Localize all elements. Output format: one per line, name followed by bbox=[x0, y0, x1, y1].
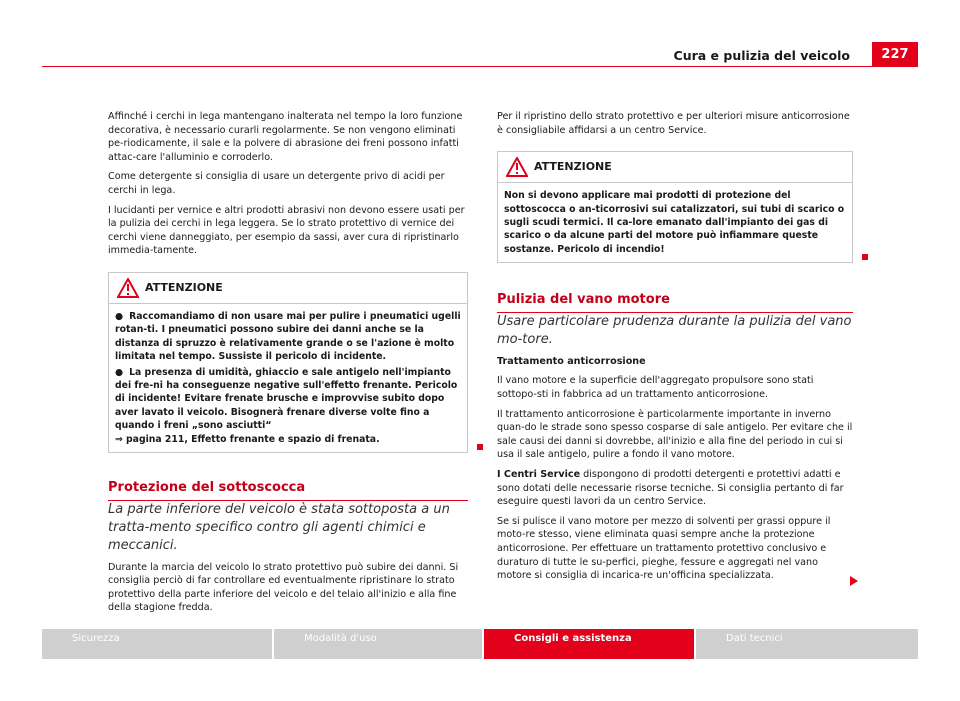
footer-nav bbox=[42, 629, 918, 659]
paragraph: Il trattamento anticorrosione è particolarmente importante in inverno quan-do le strade sono spesso cosparse di sale antigelo. Per evitare che il sale causi dei danni si dovrebbe, all'inizio e alla fine del periodo in cui si usa il sale antigelo, pulire a fondo il vano motore. bbox=[497, 408, 853, 461]
warning-body bbox=[109, 304, 467, 452]
bold-lead: I Centri Service bbox=[497, 468, 581, 480]
header-divider bbox=[42, 66, 918, 67]
paragraph: I lucidanti per vernice e altri prodotti abrasivi non devono essere usati per la pulizia dei cerchi in lega leggera. Se lo strato protettivo di vernice dei cerchi viene danneggiato, per esempio da sassi, aver cura di ripristinarlo immedia-tamente. bbox=[108, 204, 465, 257]
section-end-marker bbox=[477, 444, 483, 450]
chapter-title: Cura e pulizia del veicolo bbox=[673, 48, 850, 63]
tab-consigli-assistenza[interactable]: Consigli e assistenza bbox=[484, 629, 694, 659]
warning-icon bbox=[117, 278, 139, 298]
warning-header bbox=[109, 273, 467, 304]
paragraph: Il vano motore e la superficie dell'aggregato propulsore sono stati sottopo-sti in fabbrica ad un trattamento anticorrosione. bbox=[497, 375, 814, 400]
warning-title: ATTENZIONE bbox=[534, 160, 612, 174]
paragraph: Durante la marcia del veicolo lo strato protettivo può subire dei danni. Si consiglia perciò di far controllare ed eventualmente ripristinare lo strato protettivo della parte inferiore del veicolo e del telaio all'inizio e alla fine della stagione fredda. bbox=[108, 561, 459, 614]
cross-reference-link[interactable]: ⇒ pagina 211, Effetto frenante e spazio di frenata. bbox=[115, 433, 380, 445]
paragraph: I Centri Service dispongono di prodotti detergenti e protettivi adatti e sono dotati delle necessarie risorse tecniche. Si consiglia pertanto di far eseguire questi lavori da un centro Service. bbox=[497, 468, 844, 508]
tab-dati-tecnici[interactable]: Dati tecnici bbox=[696, 629, 918, 659]
tab-sicurezza[interactable]: Sicurezza bbox=[42, 629, 272, 659]
warning-item: ● La presenza di umidità, ghiaccio e sale antigelo nell'impianto dei fre-ni ha conseguenze negative sull'effetto frenante. Pericolo di incidente! Evitare frenate brusche e improvvise subito dopo aver lavato il veicolo. Bisognerà frenare diverse volte fino a quando i freni „sono asciutti“ bbox=[115, 366, 458, 432]
section-intro: Usare particolare prudenza durante la pulizia del vano mo-tore. bbox=[497, 313, 852, 347]
paragraph: Se si pulisce il vano motore per mezzo di solventi per grassi oppure il moto-re stesso, viene eliminata quasi sempre anche la protezione anticorrosione. Per effettuare un trattamento protettivo conclusivo e duraturo di tutte le su-perfici, pieghe, fessure e aggregati nel vano motore si consiglia di incarica-re un'officina specializzata. bbox=[497, 515, 831, 582]
right-column bbox=[497, 110, 853, 589]
warning-icon bbox=[506, 157, 528, 177]
warning-header bbox=[498, 152, 852, 183]
paragraph: Per il ripristino dello strato protettivo e per ulteriori misure anticorrosione è consigliabile affidarsi a un centro Service. bbox=[497, 111, 850, 136]
section-title: Protezione del sottoscocca bbox=[108, 481, 468, 501]
warning-box bbox=[108, 272, 468, 453]
warning-item: ● Raccomandiamo di non usare mai per pulire i pneumatici ugelli rotan-ti. I pneumatici possono subire dei danni anche se la distanza di spruzzo è relativamente grande o se l'azione è molto limitata nel tempo. Sussiste il pericolo di incidente. bbox=[115, 310, 461, 363]
warning-body bbox=[498, 183, 852, 262]
continue-arrow-icon bbox=[850, 576, 858, 586]
paragraph: Come detergente si consiglia di usare un detergente privo di acidi per cerchi in lega. bbox=[108, 171, 445, 196]
page-number: 227 bbox=[872, 42, 918, 67]
subsection-title: Trattamento anticorrosione bbox=[497, 355, 646, 367]
left-column bbox=[108, 110, 468, 621]
tab-modalita-uso[interactable]: Modalità d'uso bbox=[274, 629, 482, 659]
section-end-marker bbox=[862, 254, 868, 260]
paragraph: Affinché i cerchi in lega mantengano inalterata nel tempo la loro funzione decorativa, è necessario curarli regolarmente. Se non vengono eliminati pe-riodicamente, il sale e la polvere di abrasione dei freni possono infatti attac-care l'alluminio e corroderlo. bbox=[108, 111, 463, 163]
warning-box bbox=[497, 151, 853, 263]
section-title: Pulizia del vano motore bbox=[497, 293, 853, 313]
warning-text: Non si devono applicare mai prodotti di protezione del sottoscocca o an-ticorrosivi sui catalizzatori, sui tubi di scarico o sugli scudi termici. Il ca-lore emanato dall'impianto dei gas di scarico o da alcune parti del motore può infiammare queste sostanze. Pericolo di incendio! bbox=[504, 190, 845, 255]
section-intro: La parte inferiore del veicolo è stata sottoposta a un tratta-mento specifico contro gli agenti chimici e meccanici. bbox=[108, 501, 450, 553]
warning-title: ATTENZIONE bbox=[145, 280, 223, 294]
